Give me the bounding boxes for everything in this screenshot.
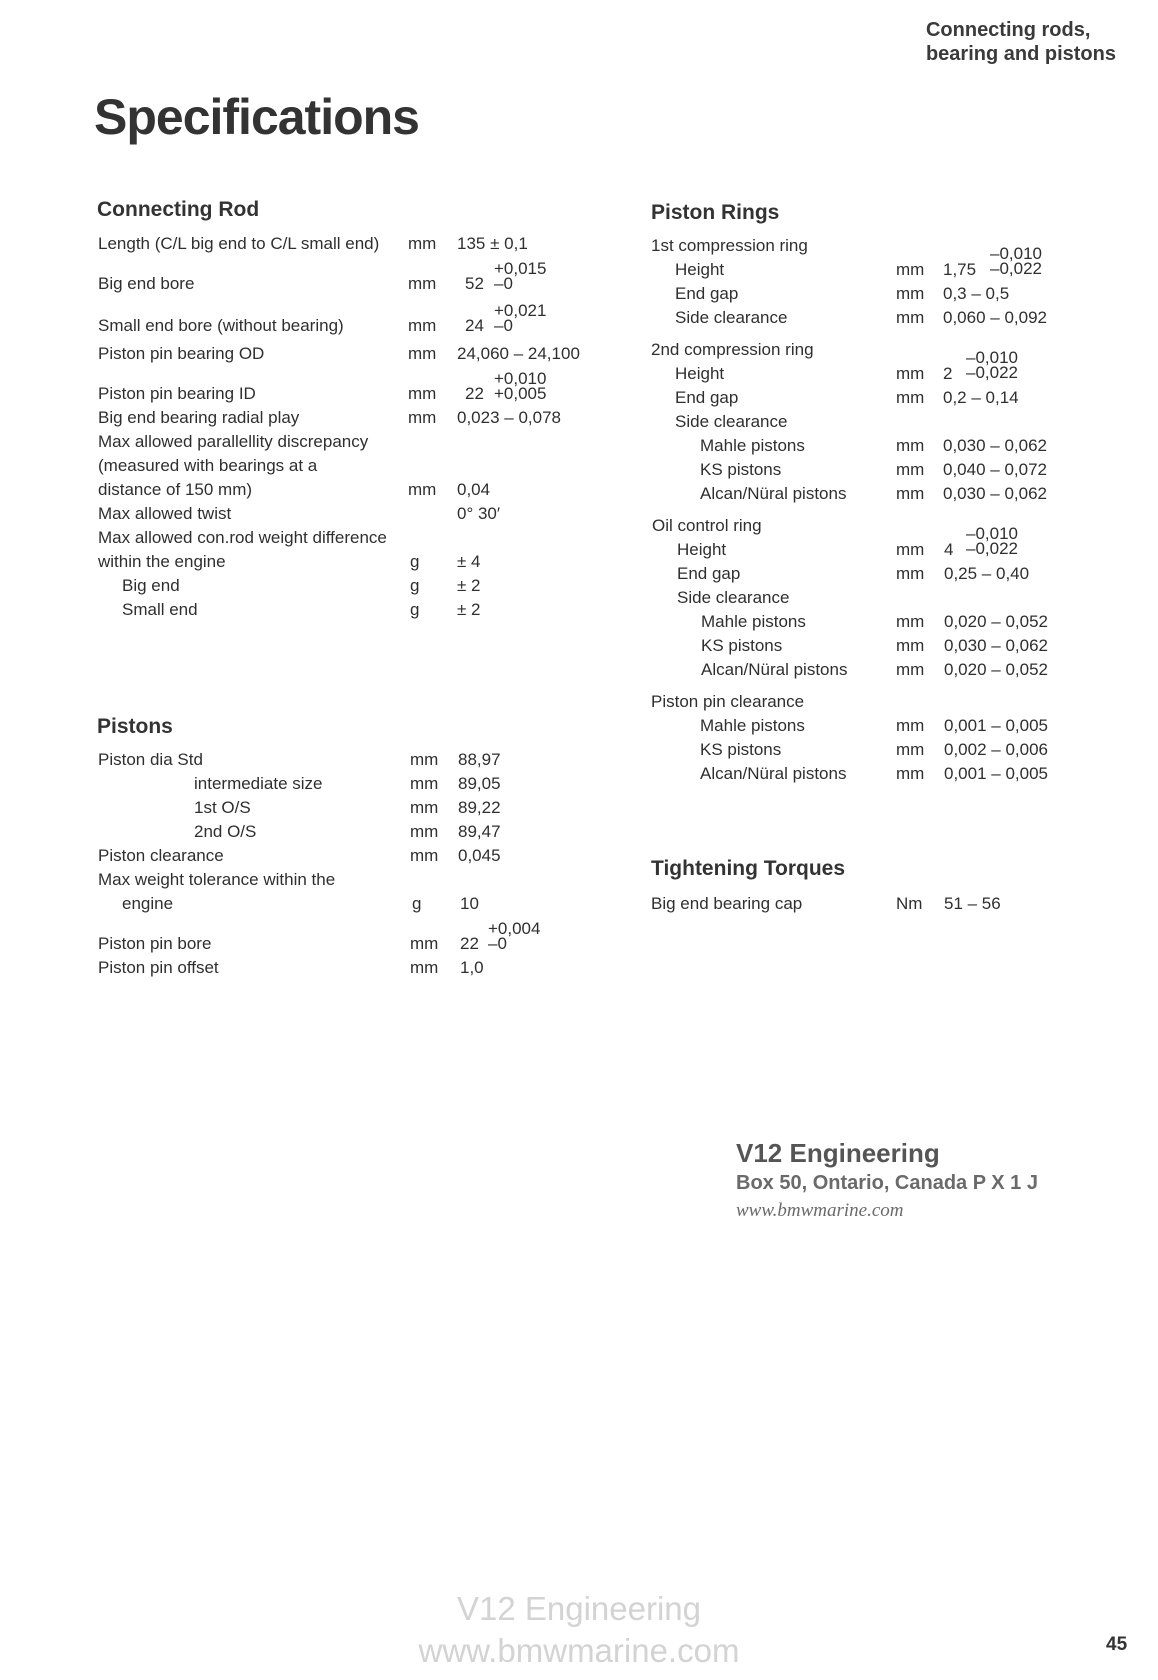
tolerance-upper: +0,010 [494,369,547,388]
spec-label: Piston pin bore [98,934,212,953]
spec-label: Length (C/L big end to C/L small end) [98,234,380,253]
spec-unit: mm [410,846,439,865]
spec-unit: mm [896,764,925,783]
spec-value: 0° 30′ [457,504,501,523]
spec-label: engine [122,894,174,913]
spec-unit: mm [896,364,925,383]
spec-unit: mm [408,344,437,363]
spec-label: KS pistons [701,636,783,655]
spec-label: Piston pin bearing OD [98,344,265,363]
spec-value: 135 ± 0,1 [457,234,528,253]
section-heading-tightening-torques: Tightening Torques [651,857,846,880]
spec-value: 0,2 – 0,14 [943,388,1019,407]
spec-unit: mm [896,740,925,759]
spec-unit: mm [896,716,925,735]
tolerance-lower: –0 [494,274,513,293]
spec-label-weight-line-1: Max allowed con.rod weight difference [98,528,387,547]
spec-unit: mm [896,260,925,279]
spec-row-2nd-height [0,346,1158,386]
spec-row-oil-end-gap [0,562,1158,586]
spec-value-nominal: 1,75 [943,260,977,279]
tolerance-upper: –0,010 [966,524,1018,543]
spec-unit: mm [896,436,925,455]
chapter-header [926,18,1116,66]
spec-unit: mm [896,308,925,327]
spec-row-oil-mahle [0,610,1158,634]
spec-row-piston-dia-1st-os [0,796,600,820]
spec-unit: mm [896,284,925,303]
spec-label: Piston dia Std [98,750,203,769]
spec-value: ± 2 [457,600,481,619]
tolerance-lower: –0 [494,316,513,335]
spec-label: Mahle pistons [701,612,806,631]
spec-unit: mm [408,408,437,427]
spec-label: Piston pin offset [98,958,219,977]
chapter-header-line-2: bearing and pistons [925,43,1116,65]
spec-value: 89,22 [458,798,501,817]
spec-row-big-end-bearing-cap [0,892,1158,916]
spec-value: 88,97 [458,750,501,769]
spec-value: 0,030 – 0,062 [943,436,1047,455]
spec-label: KS pistons [700,460,782,479]
spec-row-1st-height [0,242,1158,282]
spec-value-nominal: 24 [465,316,484,335]
spec-value: 0,001 – 0,005 [944,764,1048,783]
spec-unit: mm [410,958,439,977]
spec-label: 1st O/S [194,798,251,817]
spec-label: Small end [122,600,198,619]
spec-label: Height [675,364,725,383]
spec-label: intermediate size [194,774,323,793]
spec-label: Piston clearance [98,846,224,865]
page-number: 45 [1106,1634,1128,1655]
section-heading-pistons: Pistons [97,715,173,738]
ring-group-label-1st: 1st compression ring [651,236,808,255]
spec-value: 0,020 – 0,052 [944,660,1048,679]
spec-value: 0,3 – 0,5 [943,284,1010,303]
tolerance-lower: +0,005 [494,384,547,403]
spec-unit: mm [408,274,437,293]
tolerance-lower: –0,022 [966,363,1018,382]
spec-value: 0,001 – 0,005 [944,716,1048,735]
spec-unit: g [410,576,420,595]
spec-label: Big end bore [98,274,195,293]
watermark-line-1: V12 Engineering [456,1590,702,1627]
spec-value: 0,030 – 0,062 [944,636,1048,655]
spec-label: Piston pin bearing ID [98,384,256,403]
ring-group-label-pin-clearance: Piston pin clearance [651,692,805,711]
spec-unit: mm [896,564,925,583]
spec-label: Mahle pistons [700,436,805,455]
spec-value: 89,05 [458,774,501,793]
spec-unit: mm [896,612,925,631]
spec-label: Big end bearing cap [651,894,803,913]
spec-row-piston-pin-bore [0,916,600,956]
spec-value: 0,020 – 0,052 [944,612,1048,631]
ring-group-label-oil: Oil control ring [652,516,762,535]
spec-value: ± 2 [457,576,481,595]
spec-value-nominal: 22 [465,384,484,403]
spec-label-parallel-line-1: Max allowed parallellity discrepancy [98,432,369,451]
spec-row-pin-alcan [0,762,1158,786]
spec-value: 0,030 – 0,062 [943,484,1047,503]
spec-row-piston-pin-offset [0,956,600,980]
spec-label: Mahle pistons [700,716,805,735]
section-heading-piston-rings: Piston Rings [651,201,780,224]
spec-value: ± 4 [457,552,481,571]
spec-label: Alcan/Nüral pistons [700,764,847,783]
spec-row-2nd-end-gap [0,386,1158,410]
stamp-company-name: V12 Engineering [736,1138,940,1168]
spec-unit: g [410,552,420,571]
spec-value-nominal: 2 [943,364,953,383]
spec-label: Alcan/Nüral pistons [700,484,847,503]
spec-value: 51 – 56 [944,894,1001,913]
ring-group-label-2nd: 2nd compression ring [651,340,814,359]
spec-label: Alcan/Nüral pistons [701,660,848,679]
spec-unit: mm [896,660,925,679]
spec-unit: mm [410,774,439,793]
spec-unit: Nm [896,894,923,913]
spec-value: 0,04 [457,480,491,499]
spec-unit: mm [896,636,925,655]
spec-label: Height [677,540,727,559]
spec-value-nominal: 22 [460,934,479,953]
spec-value: 0,023 – 0,078 [457,408,561,427]
spec-label: Side clearance [675,308,788,327]
spec-row-1st-side-clearance [0,306,1158,330]
tolerance-upper: –0,010 [966,348,1018,367]
tolerance-upper: +0,021 [494,301,547,320]
spec-row-oil-ks [0,634,1158,658]
spec-unit: g [412,894,422,913]
spec-row-2nd-mahle [0,434,1158,458]
spec-value-nominal: 4 [944,540,954,559]
stamp-address: Box 50, Ontario, Canada P X 1 J [736,1172,1038,1194]
spec-label: Max allowed twist [98,504,232,523]
spec-label: Big end bearing radial play [98,408,300,427]
spec-unit: mm [408,234,437,253]
spec-row-oil-height [0,522,1158,562]
chapter-header-line-1: Connecting rods, [925,19,1091,41]
section-heading-connecting-rod: Connecting Rod [97,198,260,221]
spec-value: 0,060 – 0,092 [943,308,1047,327]
spec-label: KS pistons [700,740,782,759]
spec-label: End gap [675,388,739,407]
spec-row-piston-clearance [0,844,600,868]
spec-label-parallel-line-2: (measured with bearings at a [98,456,318,475]
spec-unit: mm [410,822,439,841]
spec-label: within the engine [98,552,226,571]
page-title: Specifications [94,89,419,145]
spec-row-2nd-ks [0,458,1158,482]
spec-unit: mm [896,484,925,503]
spec-unit: mm [408,480,437,499]
spec-label-oil-side-clearance: Side clearance [677,588,790,607]
spec-unit: mm [410,750,439,769]
spec-unit: mm [410,934,439,953]
spec-unit: mm [896,460,925,479]
spec-label-piston-weight-line-1: Max weight tolerance within the [98,870,336,889]
spec-unit: g [410,600,420,619]
spec-label: 2nd O/S [194,822,257,841]
tolerance-upper: –0,010 [990,244,1042,263]
stamp-website: www.bmwmarine.com [736,1200,904,1221]
spec-value-nominal: 52 [465,274,484,293]
spec-value: 89,47 [458,822,501,841]
spec-unit: mm [408,316,437,335]
watermark-line-2: www.bmwmarine.com [418,1632,740,1669]
spec-label-2nd-side-clearance: Side clearance [675,412,788,431]
spec-label: Height [675,260,725,279]
tolerance-upper: +0,015 [494,259,547,278]
spec-row-1st-end-gap [0,282,1158,306]
spec-label: End gap [677,564,741,583]
spec-unit: mm [896,388,925,407]
spec-row-2nd-alcan [0,482,1158,506]
spec-unit: mm [410,798,439,817]
spec-unit: mm [408,384,437,403]
spec-row-pin-ks [0,738,1158,762]
spec-value: 0,25 – 0,40 [944,564,1030,583]
spec-unit: mm [896,540,925,559]
tolerance-lower: –0 [488,934,507,953]
spec-value: 0,040 – 0,072 [943,460,1047,479]
spec-row-piston-dia-2nd-os [0,820,600,844]
tolerance-upper: +0,004 [488,919,541,938]
spec-value: 0,045 [458,846,501,865]
spec-label: distance of 150 mm) [98,480,253,499]
tolerance-lower: –0,022 [990,259,1042,278]
spec-label: End gap [675,284,739,303]
spec-value: 0,002 – 0,006 [944,740,1048,759]
spec-label: Big end [122,576,180,595]
spec-label: Small end bore (without bearing) [98,316,344,335]
spec-row-oil-alcan [0,658,1158,682]
spec-row-pin-mahle [0,714,1158,738]
spec-value: 24,060 – 24,100 [457,344,580,363]
spec-value: 10 [460,894,479,913]
tolerance-lower: –0,022 [966,539,1018,558]
spec-value: 1,0 [460,958,484,977]
